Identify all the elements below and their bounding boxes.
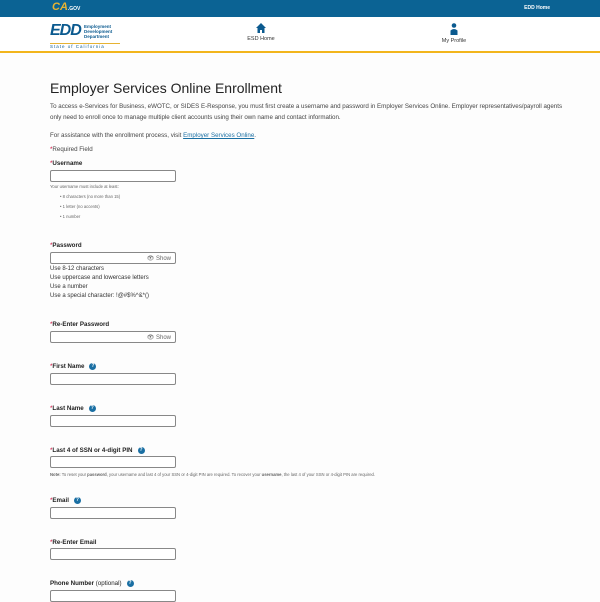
reenter-password-input[interactable] [50, 331, 176, 343]
last-name-input[interactable] [50, 415, 176, 427]
reenter-email-input[interactable] [50, 548, 176, 560]
nav-label: My Profile [441, 38, 467, 44]
show-password-button[interactable]: 👁 Show [146, 256, 171, 262]
phone-input[interactable] [50, 590, 176, 602]
help-icon[interactable]: ? [90, 405, 94, 411]
eye-icon: 👁 [146, 335, 155, 341]
nav-my-profile[interactable] [434, 23, 474, 44]
site-header [0, 17, 600, 53]
person-icon [449, 23, 459, 35]
username-rule: • 1 letter (no accents) [60, 204, 100, 209]
logo-text: CA [52, 1, 68, 13]
username-label: *Username [50, 160, 83, 167]
reenter-email-label: *Re-Enter Email [50, 539, 97, 546]
username-rule: • 8 characters (no more than 15) [60, 194, 121, 199]
username-help: Your username must include at least: [50, 184, 119, 189]
nav-label: ESD Home [247, 36, 275, 42]
last-name-label: *Last Name ? [50, 405, 94, 413]
edd-home-link[interactable]: EDD Home [524, 5, 550, 11]
intro-text: To access e-Services for Business, eWOTC, or SIDES E-Response, you must first create a username and password in Employer Services Online. Employer representatives/payroll agents only need to enroll once to manage multiple client accounts using their own name and contact information. [50, 103, 563, 121]
first-name-label: *First Name ? [50, 363, 95, 371]
ca-gov-logo[interactable] [52, 1, 80, 13]
password-label: *Password [50, 242, 82, 249]
reenter-password-label: *Re-Enter Password [50, 321, 110, 328]
help-icon[interactable]: ? [128, 580, 132, 586]
username-input[interactable] [50, 170, 176, 182]
password-input[interactable] [50, 252, 176, 264]
home-icon [256, 23, 266, 33]
required-note: *Required Field [50, 146, 93, 153]
help-icon[interactable]: ? [75, 497, 79, 503]
employer-services-link[interactable]: Employer Services Online [183, 132, 255, 139]
phone-label: Phone Number (optional) ? [50, 580, 132, 588]
logo-state: State of California [50, 43, 120, 49]
password-rule: Use 8-12 characters [50, 266, 105, 272]
help-icon[interactable]: ? [91, 363, 95, 369]
logo-department: Employment Development Department [84, 24, 113, 39]
nav-esd-home[interactable] [240, 23, 282, 42]
eye-icon: 👁 [146, 256, 155, 262]
reset-note: Note: To reset your password, your username and last 4 of your SSN or 4-digit PIN are required. To recover your username, the last 4 of your SSN or 4-digit PIN are required. [50, 472, 376, 477]
logo-sub: .GOV [67, 6, 81, 12]
page-title: Employer Services Online Enrollment [50, 80, 282, 96]
password-rule: Use uppercase and lowercase letters [50, 275, 149, 281]
assist-text: For assistance with the enrollment process, visit Employer Services Online. [50, 132, 257, 139]
password-rule: Use a special character: !@#$%^&*() [50, 293, 149, 299]
email-input[interactable] [50, 507, 176, 519]
ssn-label: *Last 4 of SSN or 4-digit PIN ? [50, 447, 143, 455]
first-name-input[interactable] [50, 373, 176, 385]
email-label: *Email ? [50, 497, 79, 505]
show-password-button[interactable]: 👁 Show [146, 335, 171, 341]
edd-logo[interactable] [50, 22, 120, 50]
password-rule: Use a number [50, 284, 88, 290]
username-rule: • 1 number [60, 214, 81, 219]
ssn-input[interactable] [50, 456, 176, 468]
help-icon[interactable]: ? [139, 447, 143, 453]
logo-main: EDD [50, 22, 81, 39]
top-bar [0, 0, 600, 17]
